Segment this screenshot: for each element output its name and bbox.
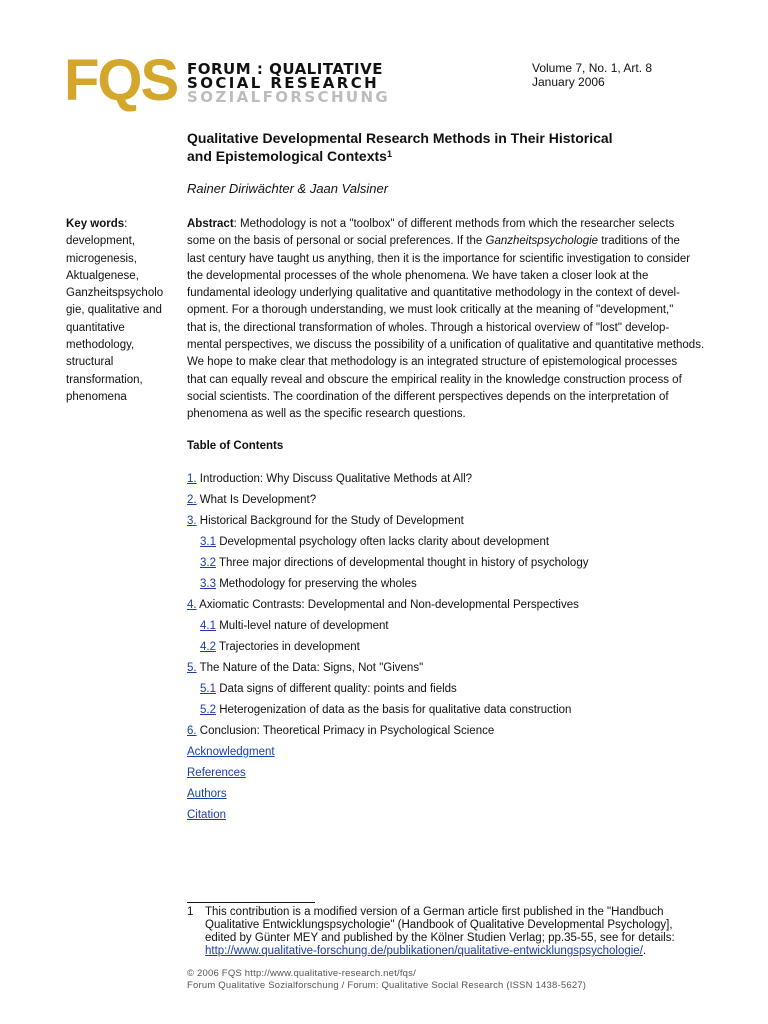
volume-info [532,61,652,89]
abstract-line: phenomena as well as the specific research questions. [187,408,466,421]
article-authors: Rainer Diriwächter & Jaan Valsiner [187,181,389,196]
toc-link-authors[interactable]: Authors [187,788,227,800]
toc-link-6[interactable]: 6. [187,725,197,737]
toc-item-text: Historical Background for the Study of Development [196,515,464,527]
toc-item-text: What Is Development? [196,494,317,506]
toc-item-text: Developmental psychology often lacks clarity about development [216,536,550,548]
keyword: Aktualgenese, [66,269,139,282]
abstract-line: fundamental ideology underlying qualitative and quantitative methodology in the context of devel- [187,287,680,300]
footnote [187,906,707,958]
toc-link-5-2[interactable]: 5.2 [200,704,216,716]
keyword: microgenesis, [66,252,137,265]
toc-item [200,641,360,653]
journal-name-line1: FORUM : QUALITATIVE [187,60,383,78]
toc-item [187,788,227,800]
title-line2: and Epistemological Contexts [187,148,387,164]
keyword: phenomena [66,390,127,403]
abstract-line: We hope to make clear that methodology is an integrated structure of epistemological processes [187,356,678,369]
toc-item [200,683,457,695]
toc-item-text: Introduction: Why Discuss Qualitative Methods at All? [196,473,473,485]
toc-item [187,809,226,821]
toc-item [187,599,579,611]
title-footnote-marker[interactable]: 1 [386,149,392,159]
toc-item [200,704,571,716]
abstract-line [187,216,703,233]
footnote-line: Qualitative Entwicklungspsychologie" (Handbook of Qualitative Developmental Psychology], [205,919,673,931]
toc-link-1[interactable]: 1. [187,473,197,485]
toc-item [187,515,464,527]
abstract-text: : Methodology is not a "toolbox" of different methods from which the researcher selects [233,218,675,230]
keyword: structural [66,356,114,369]
toc-item [187,725,494,737]
toc-link-4[interactable]: 4. [187,599,197,611]
keyword: development, [66,235,136,248]
toc-item-text: Methodology for preserving the wholes [216,578,417,590]
abstract-label: Abstract [187,218,234,230]
footnote-url-link[interactable]: http://www.qualitative-forschung.de/publikationen/qualitative-entwicklungspsychologie/ [205,945,643,957]
keywords-label: Key words [66,218,125,230]
footnote-number: 1 [187,906,194,918]
toc-item-text: Axiomatic Contrasts: Developmental and Non-developmental Perspectives [196,599,579,611]
footnote-body [205,906,707,958]
footnote-line [205,945,707,958]
toc-heading: Table of Contents [187,440,284,452]
volume-number: Volume 7, No. 1, Art. 8 [532,61,653,75]
footnote-separator [187,902,315,903]
toc-item [187,746,275,758]
footer-journal: Forum Qualitative Sozialforschung / Forum: Qualitative Social Research (ISSN 1438-5627) [187,980,587,991]
toc-link-3-3[interactable]: 3.3 [200,578,216,590]
title-line1: Qualitative Developmental Research Methods in Their Historical [187,130,613,146]
keyword: Ganzheitspsycholo [66,287,164,300]
abstract-line: mental perspectives, we discuss the possibility of a unification of qualitative and quantitative methods. [187,339,705,352]
toc-item-text: The Nature of the Data: Signs, Not "Givens" [196,662,424,674]
toc-link-5-1[interactable]: 5.1 [200,683,216,695]
abstract-line: that can equally reveal and obscure the empirical reality in the knowledge construction process of [187,373,682,386]
abstract-line: social scientists. The coordination of the different perspectives depends on the interpretation of [187,390,669,403]
toc-item-text: Trajectories in development [216,641,360,653]
toc-link-3[interactable]: 3. [187,515,197,527]
abstract-line: opment. For a thorough understanding, we must look critically at the meaning of "development," [187,304,674,317]
toc-item [187,767,246,779]
journal-name-line2: SOCIAL RESEARCH [187,74,380,92]
toc-item-text: Three major directions of developmental thought in history of psychology [216,557,589,569]
abstract-line: the developmental processes of the whole phenomena. We have taken a closer look at the [187,269,649,282]
toc-item [200,536,549,548]
abstract-text: traditions of the [598,235,680,248]
toc-link-citation[interactable]: Citation [187,809,226,821]
toc-link-references[interactable]: References [187,767,246,779]
abstract-text: some on the basis of personal or social preferences. If the [187,235,486,248]
footer-copyright: © 2006 FQS http://www.qualitative-research.net/fqs/ [187,968,416,979]
footnote-line: This contribution is a modified version of a German article first published in the "Handbuch [205,906,664,918]
footnote-line: edited by Günter MEY and published by the Kölner Studien Verlag; pp.35-55, see for details: [205,932,675,944]
keyword: methodology, [66,339,135,352]
footnote-url-end: . [642,945,647,957]
abstract-line: last century have taught us anything, then it is the importance for scientific investigation to consider [187,252,691,265]
toc-link-3-1[interactable]: 3.1 [200,536,216,548]
toc-item [187,662,423,674]
issue-date: January 2006 [532,75,605,89]
toc-item-text: Heterogenization of data as the basis for qualitative data construction [216,704,572,716]
toc-item-text: Data signs of different quality: points and fields [216,683,457,695]
toc-link-2[interactable]: 2. [187,494,197,506]
toc-link-3-2[interactable]: 3.2 [200,557,216,569]
toc-item [187,494,316,506]
toc-link-4-2[interactable]: 4.2 [200,641,216,653]
toc-link-4-1[interactable]: 4.1 [200,620,216,632]
abstract [187,216,703,424]
toc-link-acknowledgment[interactable]: Acknowledgment [187,746,275,758]
toc-item-text: Conclusion: Theoretical Primacy in Psychological Science [196,725,495,737]
toc-item [200,620,389,632]
keyword: quantitative [66,321,125,334]
toc-item [200,557,588,569]
abstract-line: that is, the directional transformation of wholes. Through a historical overview of "lost" develop- [187,321,670,334]
keywords-colon: : [124,218,128,230]
toc-item [187,473,472,485]
toc-item [200,578,417,590]
toc-item-text: Multi-level nature of development [216,620,389,632]
journal-name-line3: SOZIALFORSCHUNG [187,88,391,106]
page-footer [187,968,586,992]
journal-logo: FQS [64,48,178,113]
toc-link-5[interactable]: 5. [187,662,197,674]
article-title [187,129,707,165]
keyword: transformation, [66,373,143,386]
abstract-italic-term: Ganzheitspsychologie [485,235,599,248]
keyword: gie, qualitative and [66,304,162,317]
keywords-column [66,216,174,406]
abstract-line [187,233,703,250]
